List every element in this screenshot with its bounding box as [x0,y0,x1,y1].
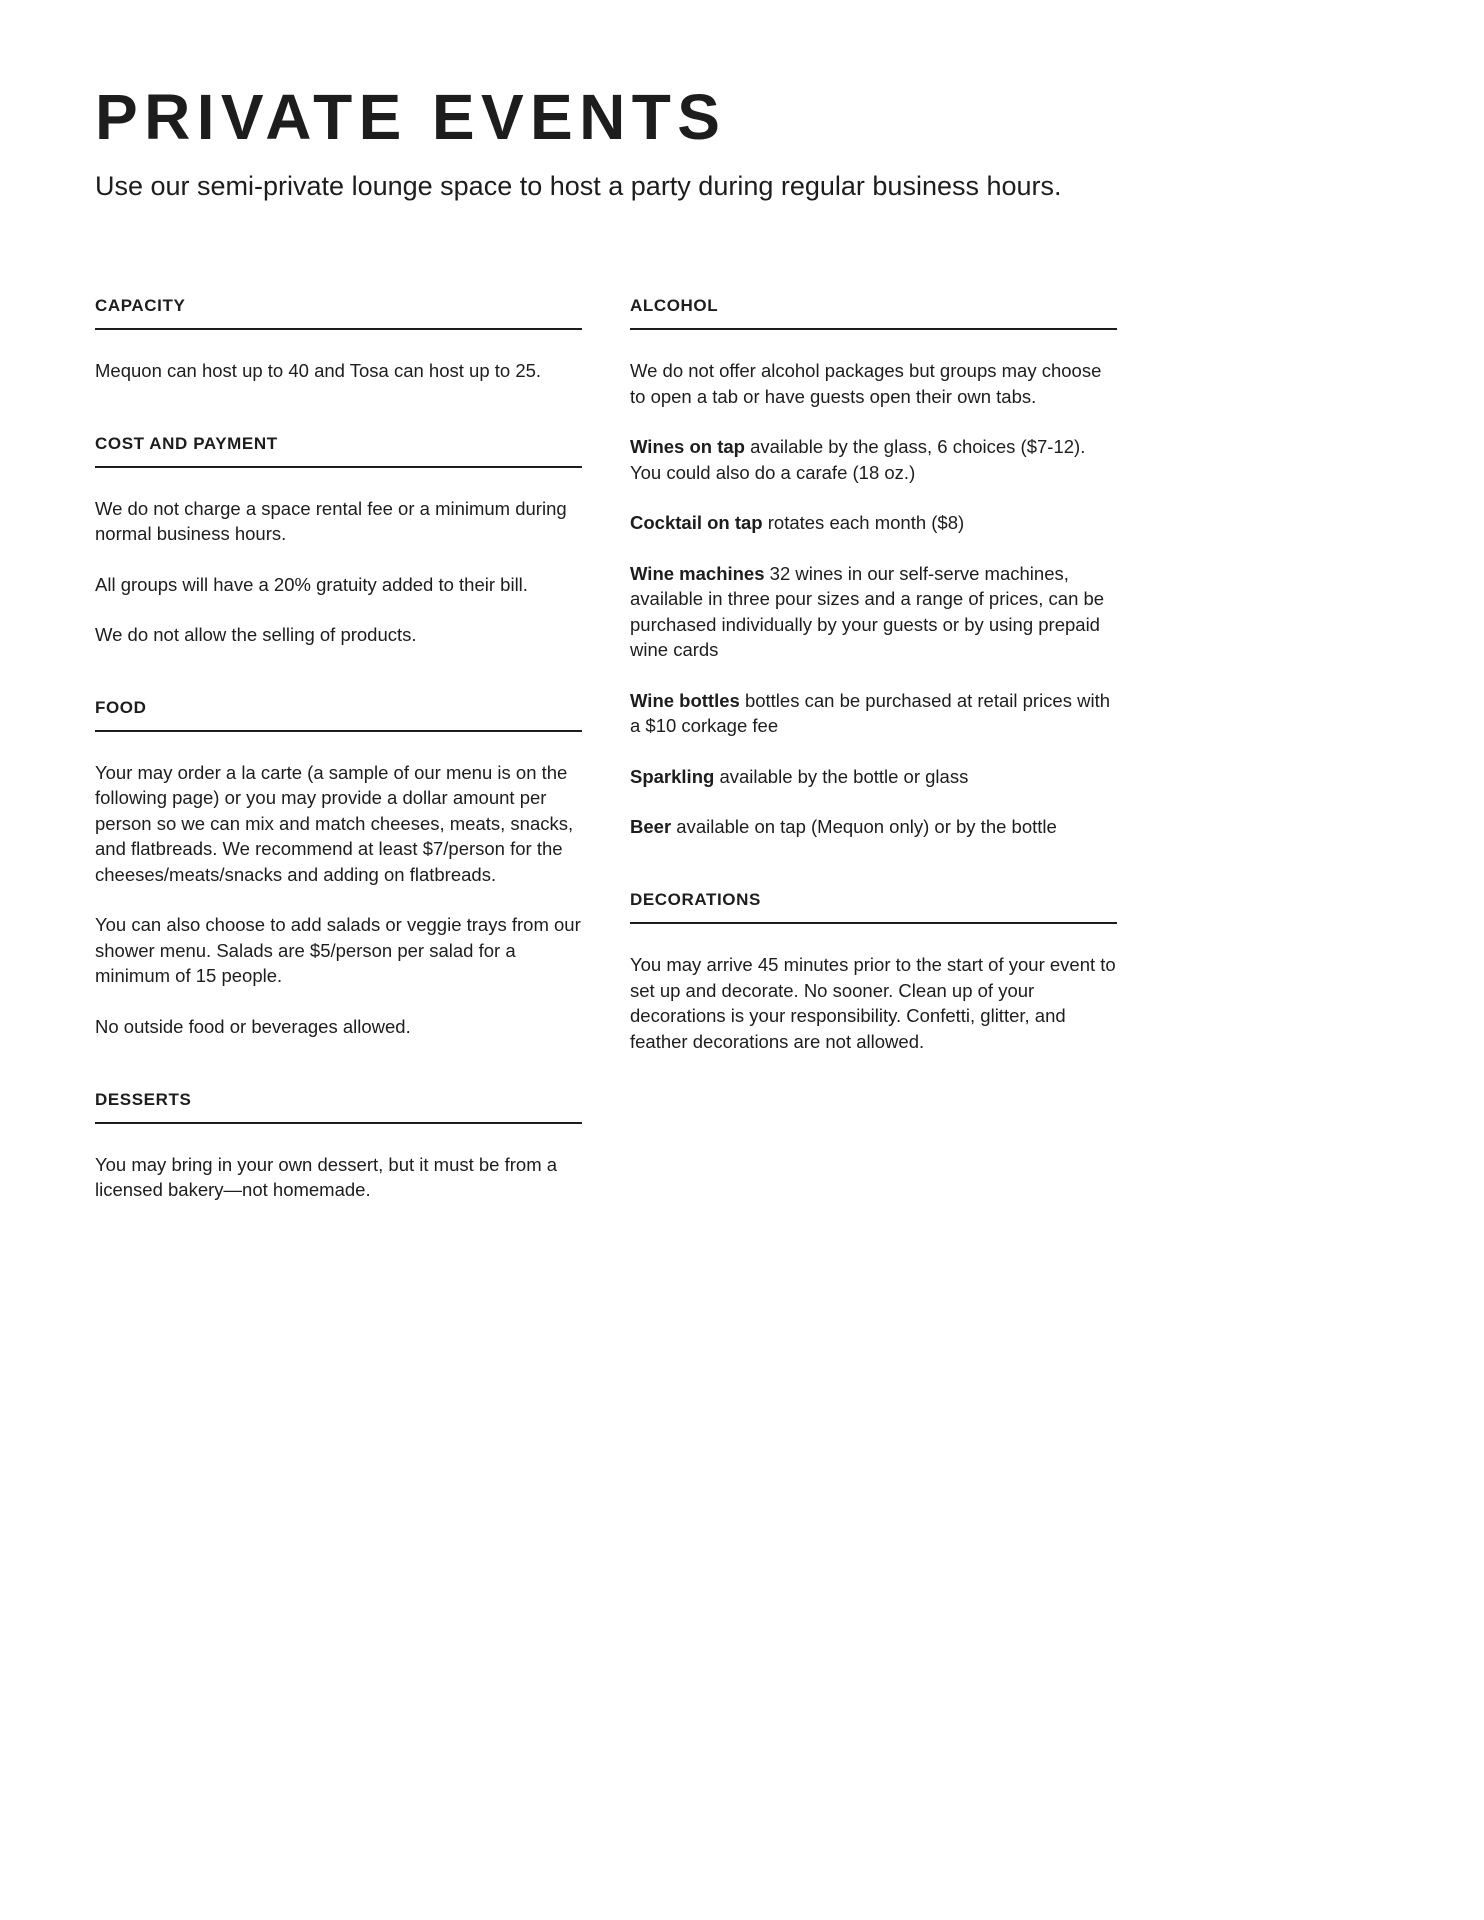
paragraph: We do not allow the selling of products. [95,624,417,646]
paragraph [630,814,1117,840]
page-subtitle: Use our semi-private lounge space to host a party during regular business hours. [95,171,1062,202]
section-heading-decorations: DECORATIONS [630,890,1117,924]
paragraph: Mequon can host up to 40 and Tosa can host up to 25. [95,360,542,382]
paragraph [630,358,1117,409]
paragraph-text: 32 wines in our self-serve machines, available in three pour sizes and a range of prices, can be purchased individually by your guests or by using prepaid wine cards [630,562,1105,661]
paragraph-text: bottles can be purchased at retail prices with a $10 corkage fee [630,689,1111,737]
section-alcohol [630,296,1117,840]
section-heading-desserts: DESSERTS [95,1090,582,1124]
paragraph-text: You may arrive 45 minutes prior to the start of your event to set up and decorate. No sooner. Clean up of your decorations is your responsibility. Confetti, glitter, and feather decorations are not allowed. [630,953,1116,1052]
paragraph [630,561,1117,663]
section-body [95,1152,582,1203]
right-column [630,296,1117,1054]
section-heading-alcohol: ALCOHOL [630,296,1117,330]
paragraph-text: rotates each month ($8) [762,512,965,534]
section-cost-and-payment [95,434,582,648]
section-body [95,496,582,648]
paragraph-lead: Wine machines [630,562,765,584]
paragraph [630,510,1117,536]
paragraph-lead: Wine bottles [630,689,740,711]
paragraph: You may bring in your own dessert, but it must be from a licensed bakery—not homemade. [95,1153,558,1201]
paragraph [630,764,1117,790]
section-heading-capacity: CAPACITY [95,296,582,330]
page-title: PRIVATE EVENTS [95,81,727,153]
paragraph-lead: Wines on tap [630,436,745,458]
paragraph-text: We do not offer alcohol packages but groups may choose to open a tab or have guests open their own tabs. [630,360,1102,407]
paragraph-lead: Beer [630,816,672,838]
section-decorations [630,890,1117,1054]
paragraph-text: available by the bottle or glass [714,765,969,787]
paragraph: We do not charge a space rental fee or a minimum during normal business hours. [95,497,567,545]
section-body [630,358,1117,840]
section-food [95,698,582,1040]
paragraph: All groups will have a 20% gratuity added to their bill. [95,573,528,595]
content-columns [95,296,1389,1202]
paragraph: No outside food or beverages allowed. [95,1015,411,1037]
section-body [95,358,582,384]
section-heading-cost-and-payment: COST AND PAYMENT [95,434,582,468]
paragraph-lead: Sparkling [630,765,715,787]
paragraph [630,952,1117,1054]
paragraph [630,434,1117,485]
section-body [630,952,1117,1054]
paragraph-lead: Cocktail on tap [630,512,763,534]
paragraph [630,688,1117,739]
paragraph: You can also choose to add salads or veggie trays from our shower menu. Salads are $5/person per salad for a minimum of 15 people. [95,914,581,987]
section-heading-food: FOOD [95,698,582,732]
paragraph: Your may order a la carte (a sample of our menu is on the following page) or you may provide a dollar amount per person so we can mix and match cheeses, meats, snacks, and flatbreads. We recommend at least $7/person for the cheeses/meats/snacks and adding on flatbreads. [95,761,574,885]
section-body [95,760,582,1040]
section-capacity [95,296,582,384]
left-column [95,296,582,1202]
paragraph-text: available on tap (Mequon only) or by the bottle [671,816,1057,838]
section-desserts [95,1090,582,1203]
paragraph-text: available by the glass, 6 choices ($7-12). You could also do a carafe (18 oz.) [630,436,1086,483]
